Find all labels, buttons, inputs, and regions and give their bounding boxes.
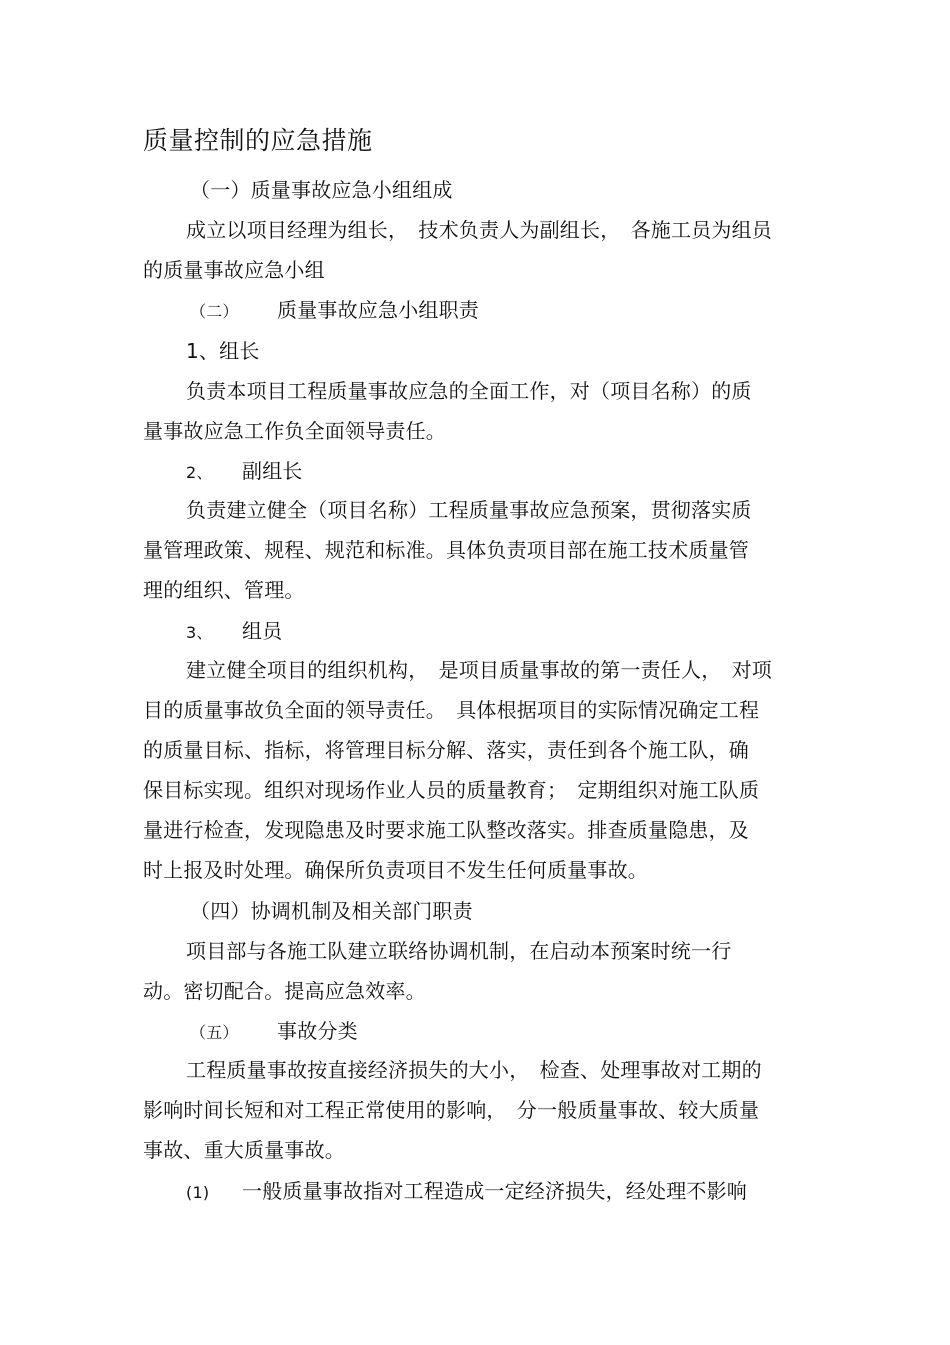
section-number: （二） (190, 302, 239, 321)
paragraph-line: 量事故应急工作负全面领导责任。 (143, 419, 446, 443)
paragraph-line: 成立以项目经理为组长， 技术负责人为副组长， 各施工员为组员 (186, 218, 772, 242)
paragraph-line: 负责本项目工程质量事故应急的全面工作，对（项目名称）的质 (186, 379, 752, 403)
item-label: 组员 (242, 619, 283, 643)
paragraph-line: 量进行检查，发现隐患及时要求施工队整改落实。排查质量隐患，及 (143, 818, 749, 842)
paragraph-line: 负责建立健全（项目名称）工程质量事故应急预案，贯彻落实质 (186, 498, 752, 522)
paragraph-line: 的质量目标、指标，将管理目标分解、落实，责任到各个施工队，确 (143, 738, 749, 762)
item-label: 一般质量事故指对工程造成一定经济损失，经处理不影响 (242, 1179, 747, 1203)
paragraph-line: 理的组织、管理。 (143, 578, 305, 602)
section-heading: （四）协调机制及相关部门职责 (190, 899, 473, 923)
section-heading: 质量事故应急小组职责 (277, 298, 479, 322)
section-number: （五） (190, 1023, 239, 1042)
document-title: 质量控制的应急措施 (143, 126, 373, 155)
item-label: 1、组长 (186, 339, 260, 363)
section-heading: 事故分类 (277, 1019, 358, 1043)
paragraph-line: 保目标实现。组织对现场作业人员的质量教育； 定期组织对施工队质 (143, 778, 760, 802)
paragraph-line: 事故、重大质量事故。 (143, 1138, 345, 1162)
paragraph-line: 目的质量事故负全面的领导责任。 具体根据项目的实际情况确定工程 (143, 698, 760, 722)
paragraph-line: 项目部与各施工队建立联络协调机制，在启动本预案时统一行 (186, 939, 732, 963)
paragraph-line: 时上报及时处理。确保所负责项目不发生任何质量事故。 (143, 858, 648, 882)
paragraph-line: 量管理政策、规程、规范和标准。具体负责项目部在施工技术质量管 (143, 538, 749, 562)
paragraph-line: 建立健全项目的组织机构， 是项目质量事故的第一责任人， 对项 (186, 658, 772, 682)
item-number: (1) (186, 1183, 210, 1202)
paragraph-line: 动。密切配合。提高应急效率。 (143, 979, 426, 1003)
item-number: 2、 (186, 463, 213, 482)
paragraph-line: 工程质量事故按直接经济损失的大小， 检查、处理事故对工期的 (186, 1058, 762, 1082)
item-number: 3、 (186, 623, 213, 642)
item-label: 副组长 (242, 459, 303, 483)
paragraph-line: 的质量事故应急小组 (143, 258, 325, 282)
paragraph-line: 影响时间长短和对工程正常使用的影响， 分一般质量事故、较大质量 (143, 1098, 760, 1122)
section-heading: （一）质量事故应急小组组成 (190, 178, 453, 202)
